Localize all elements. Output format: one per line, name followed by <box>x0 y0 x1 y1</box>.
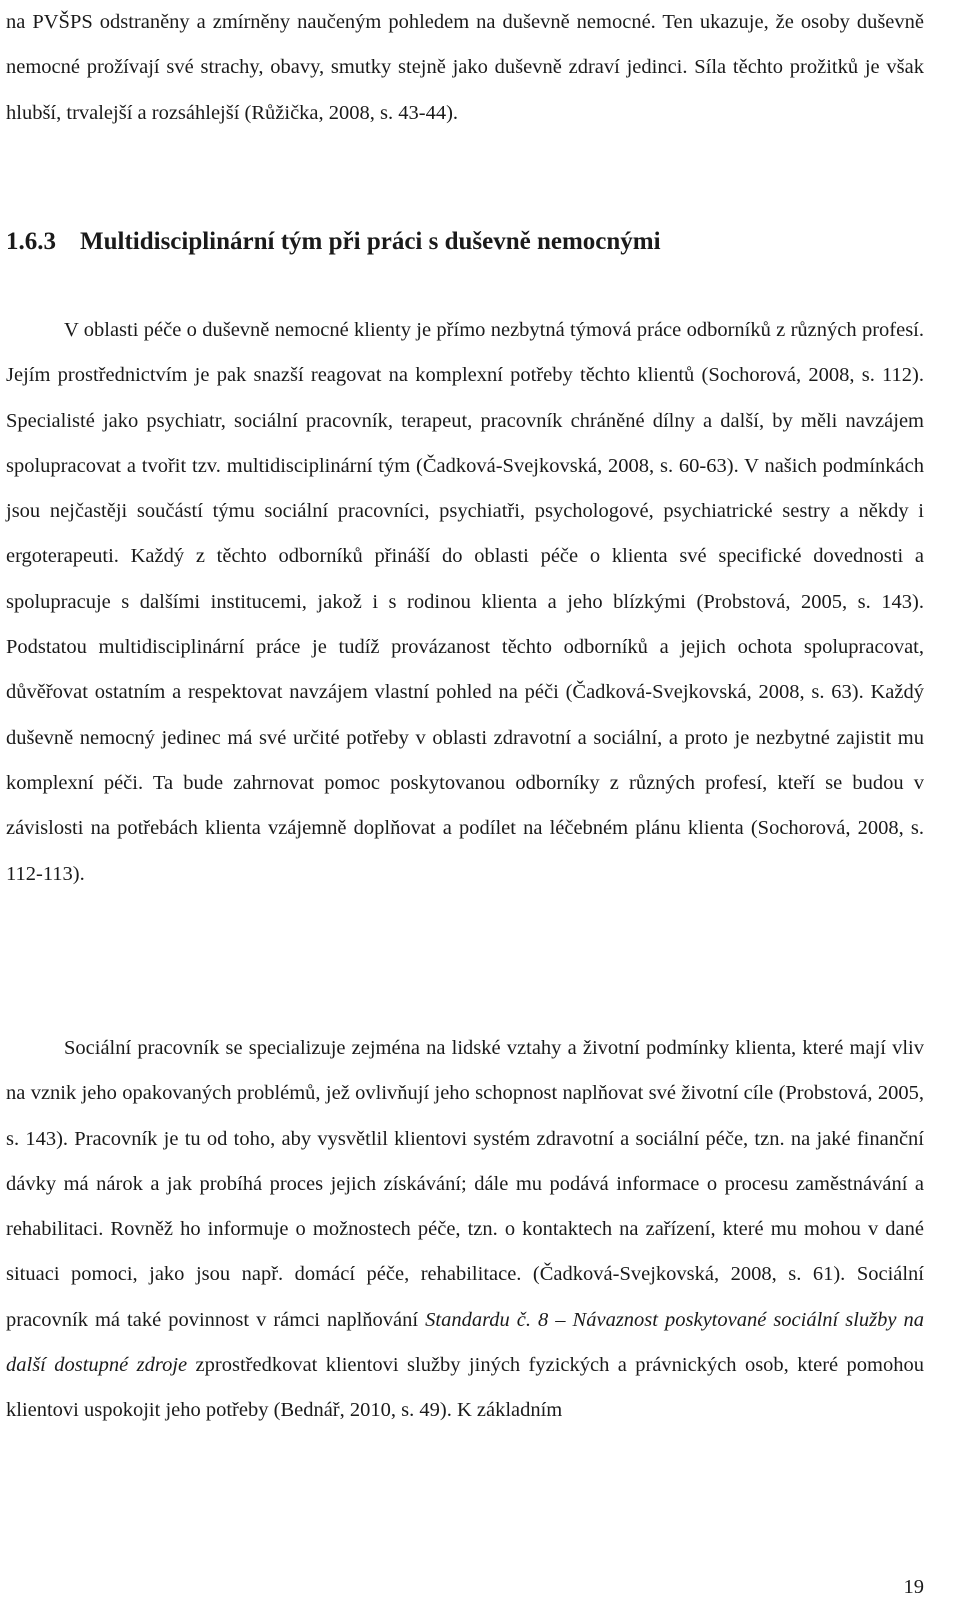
page-number: 19 <box>903 1576 924 1598</box>
paragraph-2-text <box>6 1026 924 1434</box>
body-paragraph-2 <box>6 1026 924 1434</box>
paragraph-2-part-1: Sociální pracovník se specializuje zejména na lidské vztahy a životní podmínky klienta, které mají vliv na vznik jeho opakovaných problémů, jež ovlivňují jeho schopnost naplňovat své životní cíle (Probstová, 2005, s. 143). Pracovník je tu od toho, aby vysvětlil klientovi systém zdravotní a sociální péče, tzn. na jaké finanční dávky má nárok a jak probíhá proces jejich získávání; dále mu podává informace o procesu zaměstnávání a rehabilitaci. Rovněž ho informuje o možnostech péče, tzn. o kontaktech na zařízení, které mu mohou v dané situaci pomoci, jako jsou např. domácí péče, rehabilitace. (Čadková-Svejkovská, 2008, s. 61). Sociální pracovník má také povinnost v rámci naplňování <box>6 1037 924 1331</box>
intro-paragraph <box>6 0 924 136</box>
paragraph-1-text: V oblasti péče o duševně nemocné klienty je přímo nezbytná týmová práce odborníků z různých profesí. Jejím prostřednictvím je pak snazší reagovat na komplexní potřeby těchto klientů (Sochorová, 2008, s. 112). Specialisté jako psychiatr, sociální pracovník, terapeut, pracovník chráněné dílny a další, by měli navzájem spolupracovat a tvořit tzv. multidisciplinární tým (Čadková-Svejkovská, 2008, s. 60-63). V našich podmínkách jsou nejčastěji součástí týmu sociální pracovníci, psychiatři, psychologové, psychiatrické sestry a někdy i ergoterapeuti. Každý z těchto odborníků přináší do oblasti péče o klienta své specifické dovednosti a spolupracuje s dalšími institucemi, jakož i s rodinou klienta a jeho blízkými (Probstová, 2005, s. 143). Podstatou multidisciplinární práce je tudíž provázanost těchto odborníků a jejich ochota spolupracovat, důvěřovat ostatním a respektovat navzájem vlastní pohled na péči (Čadková-Svejkovská, 2008, s. 63). Každý duševně nemocný jedinec má své určité potřeby v oblasti zdravotní a sociální, a proto je nezbytné zajistit mu komplexní péči. Ta bude zahrnovat pomoc poskytovanou odborníky z různých profesí, kteří se budou v závislosti na potřebách klienta vzájemně doplňovat a podílet na léčebném plánu klienta (Sochorová, 2008, s. 112-113). <box>6 319 924 885</box>
paragraph-2-part-2: zprostředkovat klientovi služby jiných fyzických a právnických osob, které pomohou klientovi uspokojit jeho potřeby (Bednář, 2010, s. 49). K základním <box>6 1354 924 1422</box>
intro-text: na PVŠPS odstraněny a zmírněny naučeným pohledem na duševně nemocné. Ten ukazuje, že osoby duševně nemocné prožívají své strachy, obavy, smutky stejně jako duševně zdraví jedinci. Síla těchto prožitků je však hlubší, trvalejší a rozsáhlejší (Růžička, 2008, s. 43-44). <box>6 11 924 124</box>
standard-citation-italic: Standardu č. 8 – Návaznost poskytované sociální služby na další dostupné zdroje <box>6 1308 925 1377</box>
section-title: Multidisciplinární tým při práci s duševně nemocnými <box>80 228 661 255</box>
section-number: 1.6.3 <box>6 228 56 255</box>
section-heading <box>6 222 924 262</box>
body-paragraph-1 <box>6 308 924 897</box>
